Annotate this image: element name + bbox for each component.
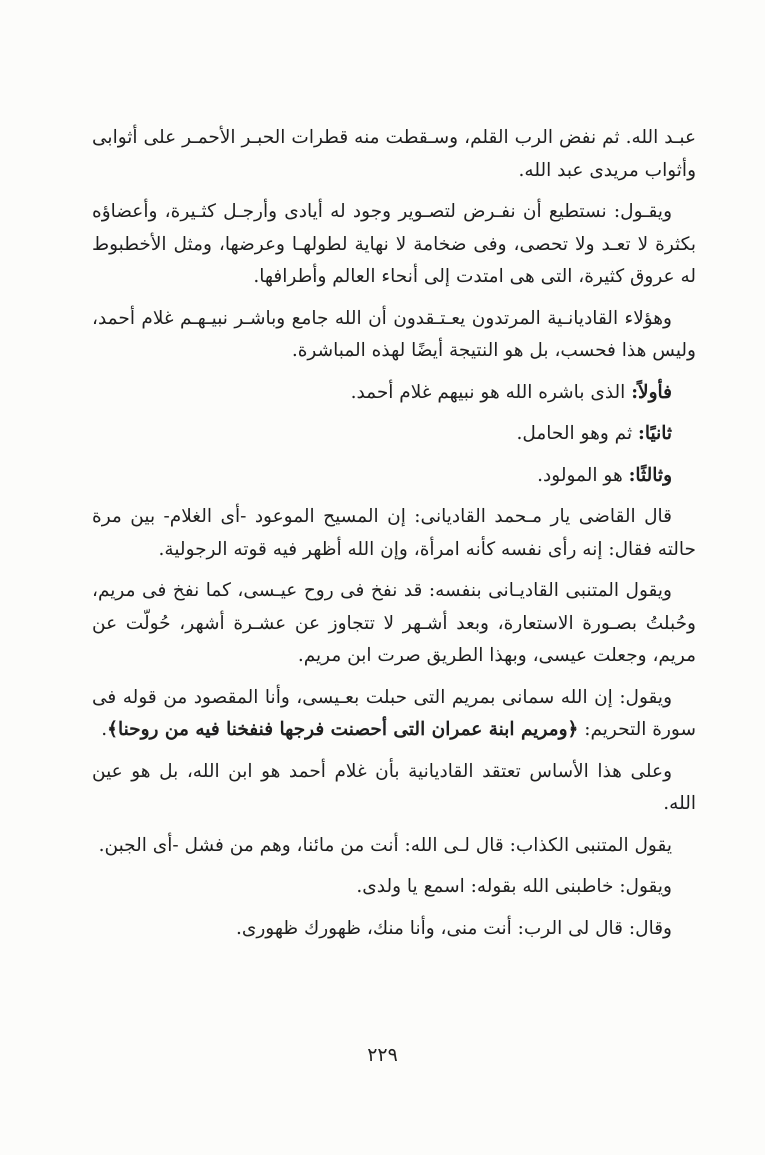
paragraph-third-lead: وثالثًا: — [628, 464, 672, 486]
paragraph-first-text: الذى باشره الله هو نبيهم غلام أحمد. — [350, 381, 632, 403]
paragraph-12 — [92, 871, 696, 904]
paragraph-8 — [92, 575, 696, 673]
paragraph-11-text: يقول المتنبى الكذاب: قال لـى الله: أنت من مائنا، وهم من فشل -أى الجبن. — [98, 834, 672, 856]
paragraph-7-text: قال القاضى يار مـحمد القاديانى: إن المسيح الموعود -أى الغلام- بين مرة حالته فقال: إنه رأى نفسه كأنه امرأة، وإن الله أظهر فيه قوته الرجولية. — [92, 506, 696, 560]
paragraph-13 — [92, 913, 696, 946]
page-number: ٢٢٩ — [367, 1044, 398, 1066]
paragraph-2 — [92, 196, 696, 294]
paragraph-third-text: هو المولود. — [537, 464, 629, 486]
quran-verse: ﴿ومريم ابنة عمران التى أحصنت فرجها فنفخنا فيه من روحنا﴾ — [107, 719, 579, 740]
paragraph-10-text: وعلى هذا الأساس تعتقد القاديانية بأن غلام أحمد هو ابن الله، بل هو عين الله. — [92, 760, 696, 814]
paragraph-first-lead: فأولاً: — [631, 381, 672, 403]
paragraph-7 — [92, 501, 696, 566]
paragraph-12-text: ويقول: خاطبنى الله بقوله: اسمع يا ولدى. — [356, 876, 672, 897]
paragraph-third — [92, 460, 696, 493]
paragraph-10 — [92, 756, 696, 821]
body-text — [92, 122, 696, 954]
paragraph-9-text: ويقول: إن الله سمانى بمريم التى حبلت بعـيسى، وأنا المقصود من قوله فى سورة التحريم: — [92, 686, 696, 740]
paragraph-8-text: ويقول المتنبى القاديـانى بنفسه: قد نفخ فى روح عيـسى، كما نفخ فى مريم، وحُبلتُ بصـورة الاستعارة، وبعد أشـهر لا تتجاوز عن عشـرة أشهر، حُولّت عن مريم، وجعلت عيسى، وبهذا الطريق صرت ابن مريم. — [92, 580, 696, 666]
paragraph-3-text: وهؤلاء القاديانـية المرتدون يعـتـقدون أن الله جامع وباشـر نبيـهـم غلام أحمد، وليس هذا فحسب، بل هو النتيجة أيضًا لهذه المباشرة. — [92, 307, 696, 361]
paragraph-11 — [92, 830, 696, 863]
paragraph-second — [92, 418, 696, 451]
paragraph-13-text: وقال: قال لى الرب: أنت منى، وأنا منك، ظهورك ظهورى. — [236, 917, 672, 939]
paragraph-second-lead: ثانيًا: — [638, 423, 672, 444]
paragraph-first — [92, 377, 696, 410]
paragraph-1 — [92, 122, 696, 187]
paragraph-9-tail: . — [101, 719, 108, 740]
paragraph-second-text: ثم وهو الحامل. — [516, 423, 639, 444]
paragraph-9 — [92, 682, 696, 747]
paragraph-2-text: ويقـول: نستطيع أن نفـرض لتصـوير وجود له أيادى وأرجـل كثـيرة، وأعضاؤه بكثرة لا تعـد ولا تحصى، وفى ضخامة لا نهاية لطولهـا وعرضها، ومثل الأخطبوط له عروق كثيرة، التى هى امتدت إلى أنحاء العالم وأطرافها. — [92, 201, 696, 287]
paragraph-1-text: عبـد الله. ثم نفض الرب القلم، وسـقطت منه قطرات الحبـر الأحمـر على أثوابى وأثواب مريدى عبد الله. — [92, 127, 696, 181]
paragraph-3 — [92, 303, 696, 368]
